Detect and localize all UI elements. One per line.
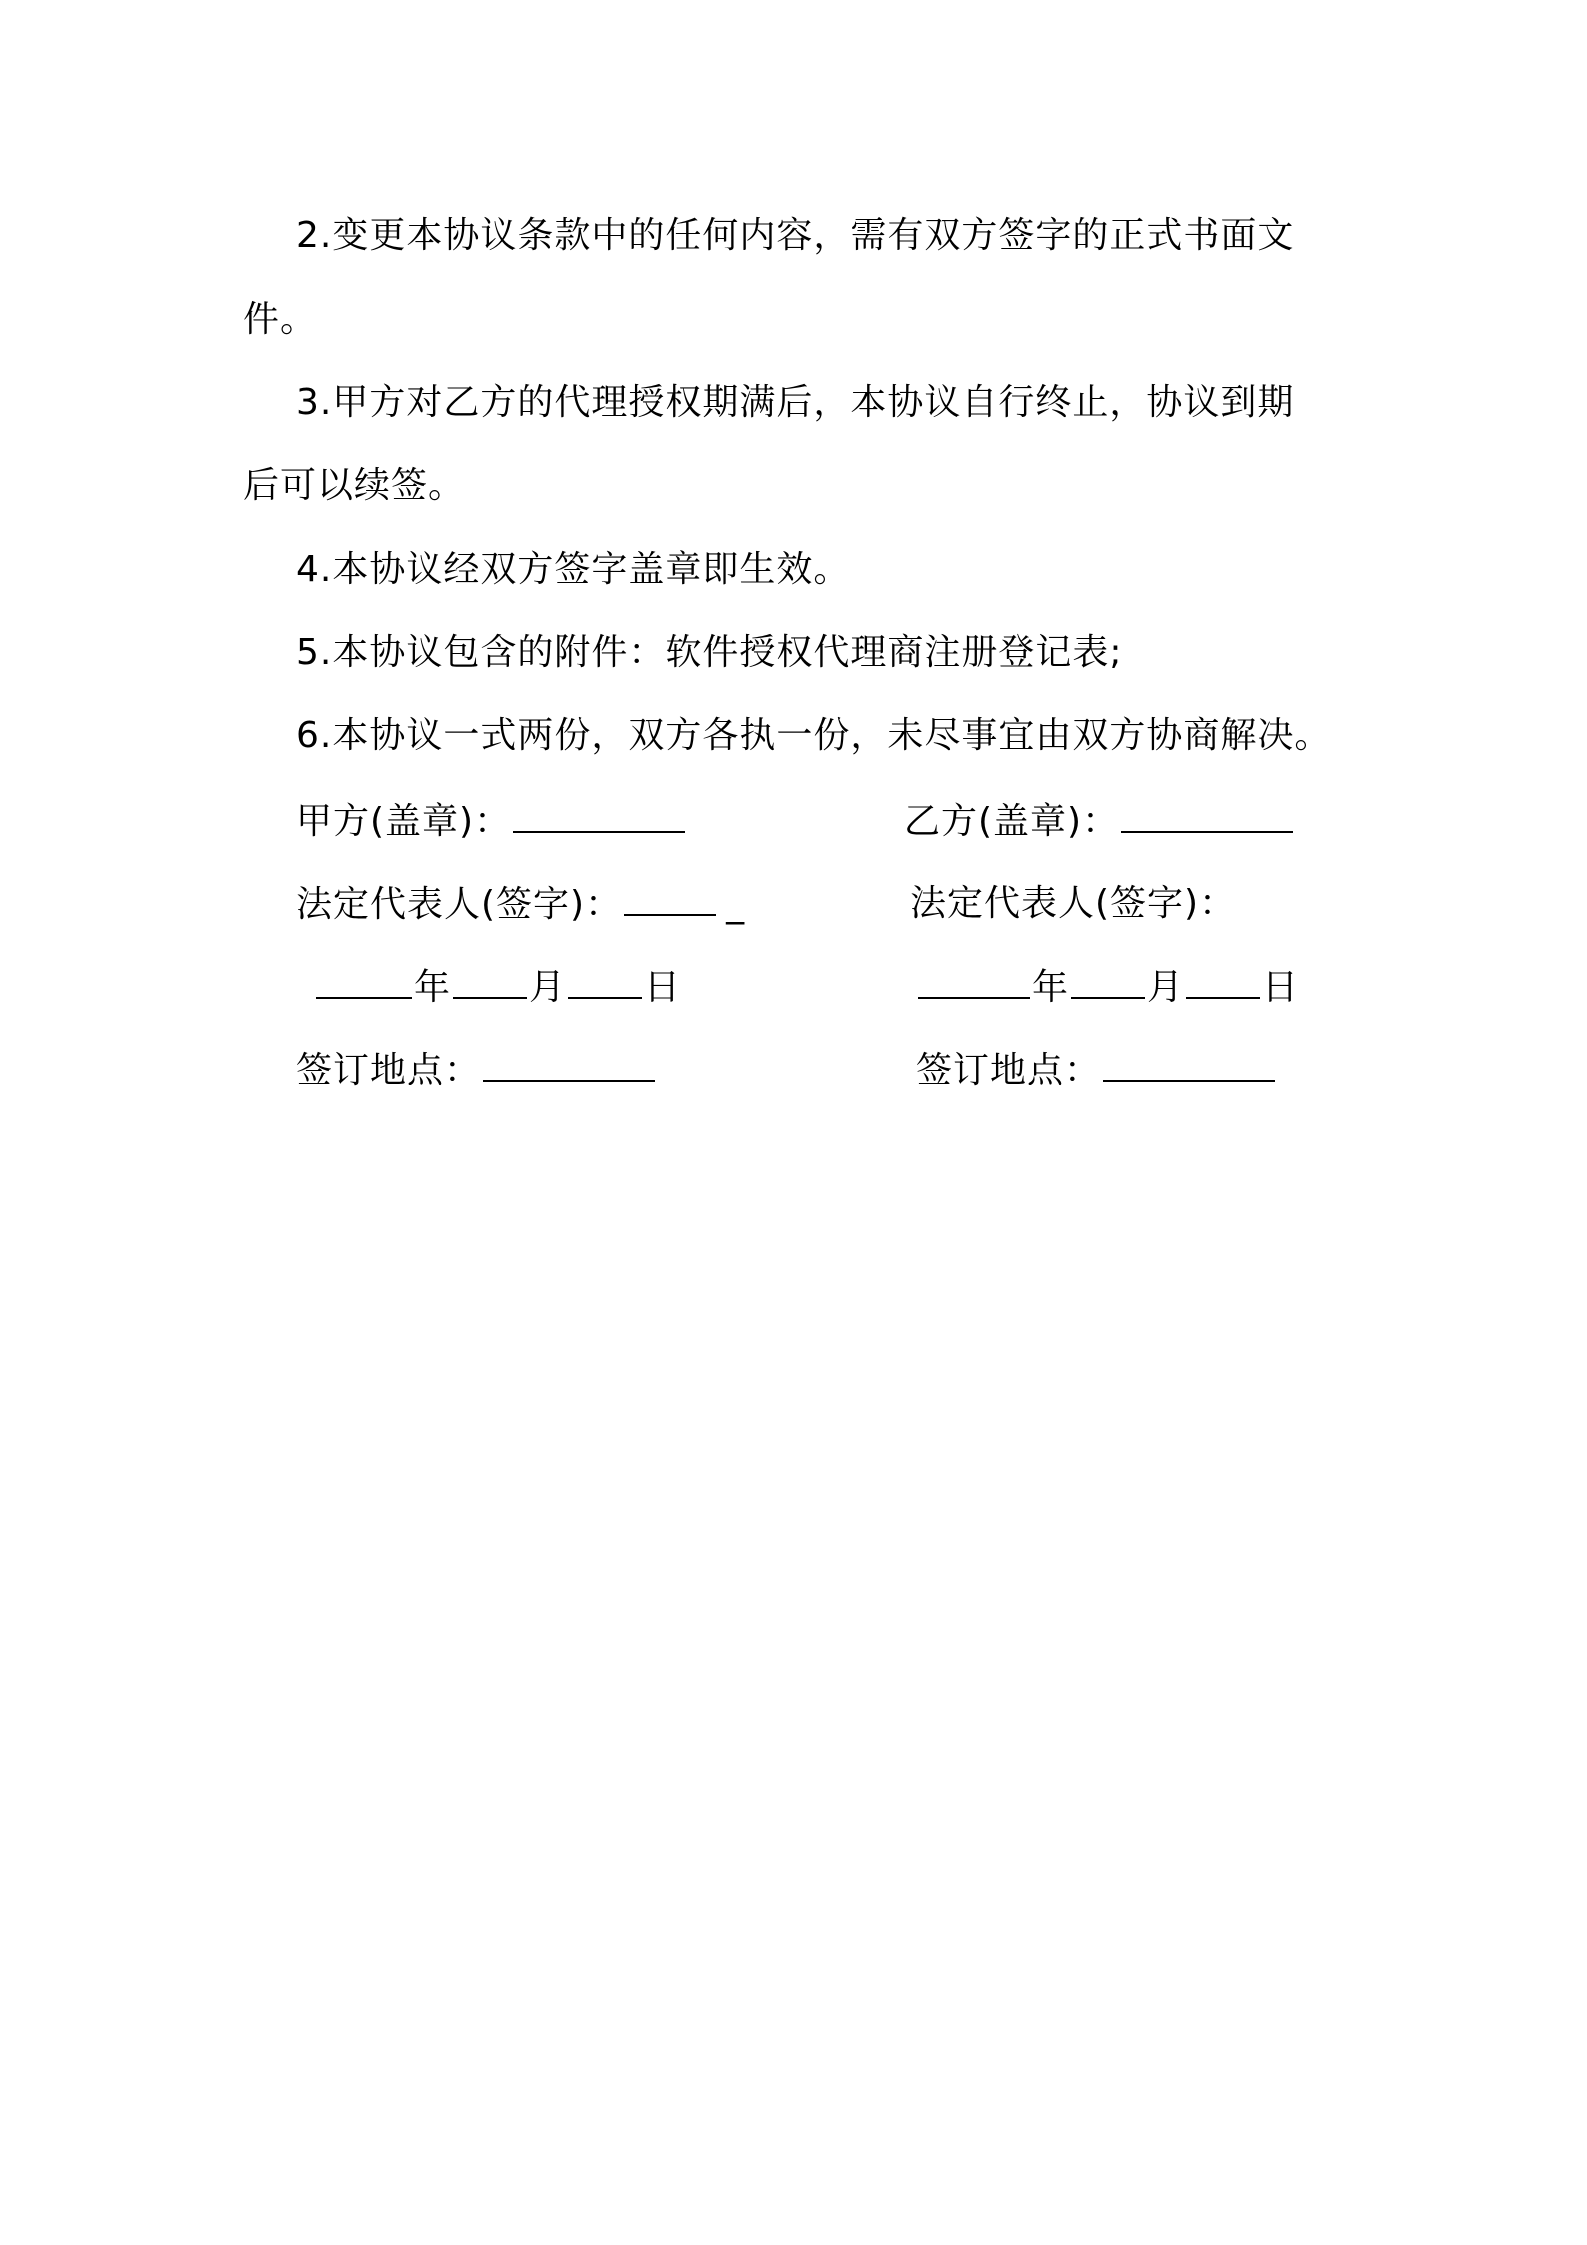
- clause-2-line-1: 2.变更本协议条款中的任何内容，需有双方签字的正式书面文: [296, 215, 1295, 256]
- party-b-place-label: 签订地点：: [916, 1050, 1102, 1091]
- party-b-month-label: 月: [1147, 967, 1185, 1008]
- party-b-seal-label: 乙方(盖章)：: [904, 801, 1120, 842]
- clause-6: 6.本协议一式两份，双方各执一份，未尽事宜由双方协商解决。: [296, 715, 1332, 756]
- party-a-seal: [296, 797, 687, 846]
- clause-3-line-1: 3.甲方对乙方的代理授权期满后，本协议自行终止，协议到期: [296, 382, 1295, 423]
- party-b-rep-label: 法定代表人(签字)：: [910, 883, 1237, 924]
- clause-4: 4.本协议经双方签字盖章即生效。: [296, 549, 851, 590]
- clause-3-line-2: 后可以续签。: [243, 465, 466, 506]
- party-b-seal: [904, 797, 1295, 846]
- party-a-rep-trailing: _: [726, 884, 746, 925]
- party-b-place-blank: [1103, 1046, 1275, 1082]
- clause-5: 5.本协议包含的附件：软件授权代理商注册登记表;: [296, 632, 1123, 673]
- party-a-place: [296, 1046, 657, 1095]
- clause-2-line-2: 件。: [243, 299, 318, 340]
- party-a-year-label: 年: [414, 967, 452, 1008]
- party-a-rep-label: 法定代表人(签字)：: [296, 884, 623, 925]
- party-a-year-blank: [316, 963, 412, 999]
- party-a-seal-blank: [513, 797, 685, 833]
- party-b-day-blank: [1186, 963, 1260, 999]
- party-a-rep-blank: [624, 880, 716, 916]
- party-b-month-blank: [1071, 963, 1145, 999]
- party-b-place: [916, 1046, 1277, 1095]
- party-a-day-blank: [568, 963, 642, 999]
- party-a-seal-label: 甲方(盖章)：: [296, 801, 512, 842]
- party-a-day-label: 日: [644, 967, 682, 1008]
- party-a-month-blank: [453, 963, 527, 999]
- party-b-year-label: 年: [1032, 967, 1070, 1008]
- party-b-day-label: 日: [1262, 967, 1300, 1008]
- party-b-seal-blank: [1121, 797, 1293, 833]
- party-b-representative: [910, 880, 1236, 928]
- party-b-year-blank: [918, 963, 1030, 999]
- party-b-date: [916, 963, 1299, 1012]
- party-a-place-blank: [483, 1046, 655, 1082]
- party-a-date: [314, 963, 681, 1012]
- party-a-place-label: 签订地点：: [296, 1050, 482, 1091]
- party-a-month-label: 月: [529, 967, 567, 1008]
- party-a-representative: [296, 880, 745, 929]
